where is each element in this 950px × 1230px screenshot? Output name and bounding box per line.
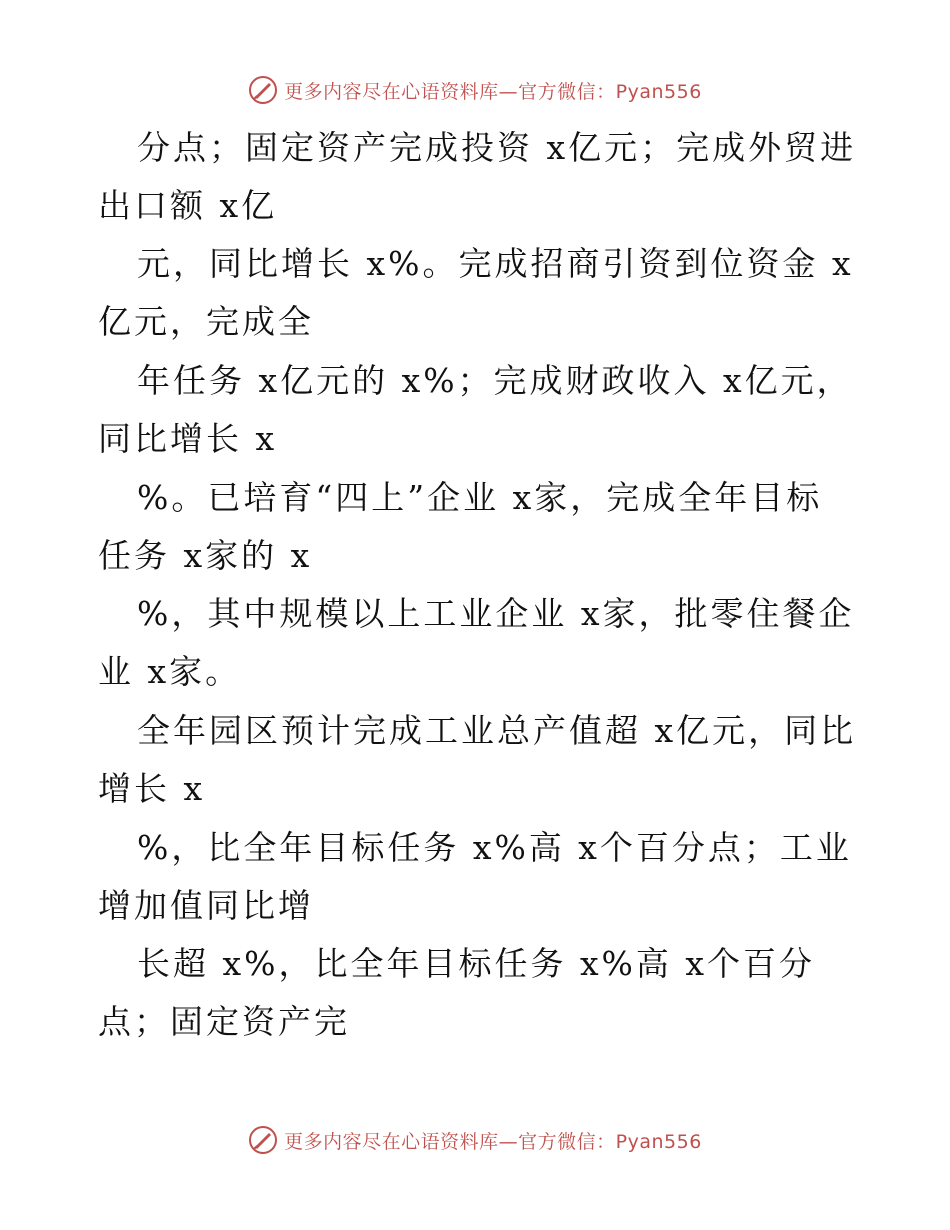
feather-pen-logo-icon <box>248 1125 278 1155</box>
header-watermark <box>0 72 950 108</box>
paragraph-5-line-1: %，其中规模以上工业企业 x家，批零住餐企 <box>137 594 855 633</box>
paragraph-6-line-1: 全年园区预计完成工业总产值超 x亿元，同比 <box>137 711 857 750</box>
watermark-text: 更多内容尽在心语资料库—官方微信：Pyan556 <box>284 80 702 103</box>
paragraph-1-line-2: 出口额 x亿 <box>98 186 278 225</box>
paragraph-8-line-1: 长超 x%，比全年目标任务 x%高 x个百分 <box>137 944 816 983</box>
paragraph-4-line-2: 任务 x家的 x <box>98 536 313 575</box>
paragraph-3-line-2: 同比增长 x <box>98 419 278 458</box>
feather-pen-logo-icon <box>248 75 278 105</box>
watermark-text: 更多内容尽在心语资料库—官方微信：Pyan556 <box>284 1130 702 1153</box>
paragraph-8-line-2: 点；固定资产完 <box>98 1002 350 1041</box>
paragraph-7-line-1: %，比全年目标任务 x%高 x个百分点；工业 <box>137 828 852 867</box>
paragraph-5-line-2: 业 x家。 <box>98 652 242 691</box>
paragraph-3-line-1: 年任务 x亿元的 x%；完成财政收入 x亿元， <box>137 361 853 400</box>
paragraph-4-line-1: %。已培育“四上”企业 x家，完成全年目标 <box>137 478 823 517</box>
footer-watermark <box>0 1122 950 1158</box>
paragraph-6-line-2: 增长 x <box>98 769 206 808</box>
paragraph-1-line-1: 分点；固定资产完成投资 x亿元；完成外贸进 <box>137 128 857 167</box>
paragraph-7-line-2: 增加值同比增 <box>98 886 314 925</box>
paragraph-2-line-2: 亿元，完成全 <box>98 302 314 341</box>
paragraph-2-line-1: 元，同比增长 x%。完成招商引资到位资金 x <box>137 244 854 283</box>
